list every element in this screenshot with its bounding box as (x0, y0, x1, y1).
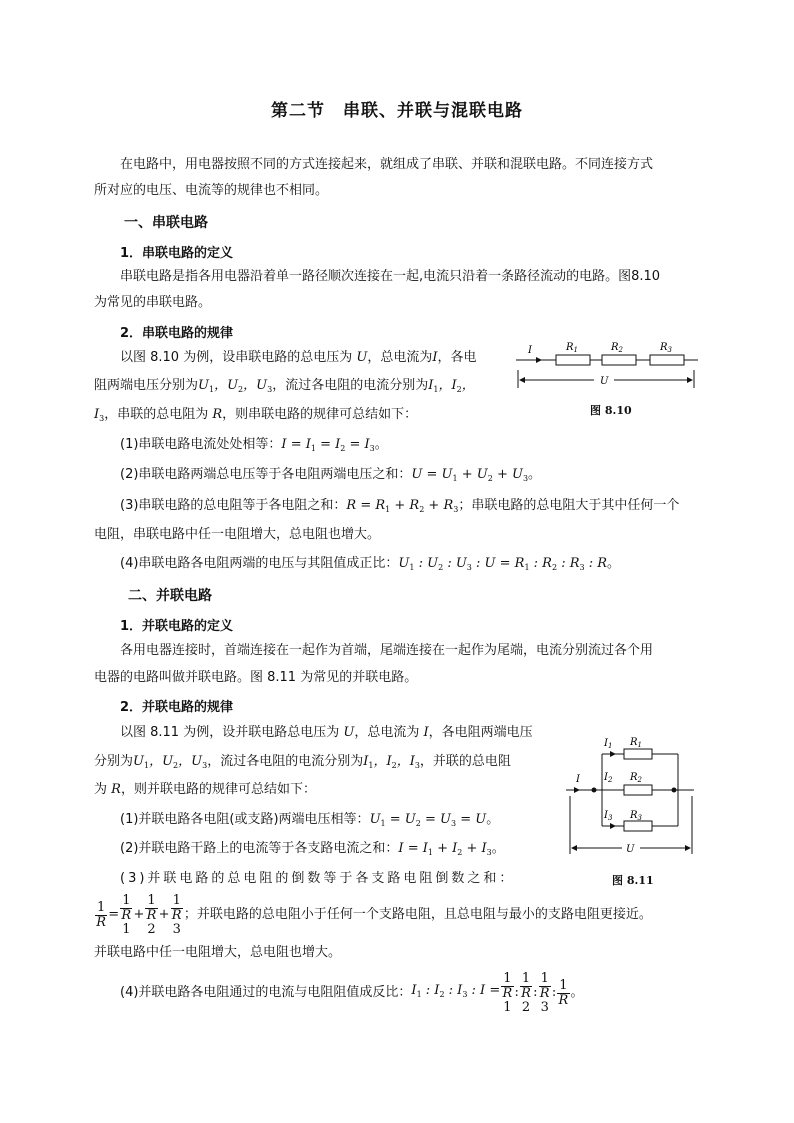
parallel-rule-3-cont: 并联电路中任一电阻增大，总电阻也增大。 (94, 945, 342, 960)
parallel-rule-3-formula: $\frac{1}{R}$ = 1 R 1 + 1 R 2 + 1 R 3 ；并联电路的总电阻小于任何一个支路电阻，且总电阻与最小的支路电阻更接近。 (96, 892, 652, 937)
parallel-rule-3: (3)并联电路的总电阻的倒数等于各支路电阻倒数之和： (120, 871, 516, 886)
figure-8-10-caption: 图 8.10 (590, 404, 632, 417)
svg-text:U: U (626, 844, 635, 855)
svg-text:I: I (528, 345, 532, 356)
parallel-rules-line-1: 以图 8.11 为例，设并联电路总电压为 U，总电流为 I，各电阻两端电压 (120, 725, 533, 740)
page-title: 第二节 串联、并联与混联电路 (271, 101, 523, 121)
svg-text:I: I (576, 774, 580, 785)
parallel-rules-heading: 2．并联电路的规律 (120, 700, 234, 715)
series-rules-line-3: $I_3$，串联的总电阻为 R，则串联电路的规律可总结如下： (94, 407, 418, 423)
figure-8-11-caption: 图 8.11 (612, 874, 654, 887)
series-rule-3-cont: 电阻，串联电路中任一电阻增大，总电阻也增大。 (94, 527, 381, 542)
parallel-rules-line-3: 为 R，则并联电路的规律可总结如下： (94, 782, 316, 797)
section2-heading: 二、并联电路 (128, 588, 212, 604)
svg-text:R1: $R_1$ (566, 342, 578, 354)
series-definition-line-1: 串联电路是指各用电器沿着单一路径顺次连接在一起,电流只沿着一条路径流动的电路。图8.10 (120, 269, 661, 284)
series-rule-2: (2)串联电路两端总电压等于各电阻两端电压之和：$U = U_1 + U_2 + U_3$。 (120, 467, 542, 483)
svg-text:R1: $R_1$ (630, 737, 642, 749)
parallel-rule-1: (1)并联电路各电阻(或支路)两端电压相等：$U_1 = U_2 = U_3 = U$。 (120, 812, 500, 828)
parallel-rules-line-2: 分别为$U_1$，$U_2$，$U_3$，流过各电阻的电流分别为$I_1$，$I_2$，$I_3$，并联的总电阻 (94, 754, 511, 770)
parallel-circuit-diagram (562, 728, 698, 858)
svg-text:I2: $I_2$ (604, 772, 613, 784)
series-circuit-diagram (512, 336, 702, 394)
series-rules-heading: 2．串联电路的规律 (120, 326, 234, 341)
section1-heading: 一、串联电路 (124, 215, 208, 231)
series-definition-heading: 1．串联电路的定义 (120, 246, 234, 261)
parallel-definition-line-1: 各用电器连接时，首端连接在一起作为首端，尾端连接在一起作为尾端，电流分别流过各个用 (120, 643, 654, 658)
parallel-rule-2: (2)并联电路干路上的电流等于各支路电流之和：$I = I_1 + I_2 + I_3$。 (120, 841, 505, 857)
svg-text:R2: $R_2$ (630, 772, 642, 784)
series-rule-4: (4)串联电路各电阻两端的电压与其阻值成正比：$U_1$ : $U_2$ : $U_3$ : $U = R_1$ : $R_2$ : $R_3$ : R。 (120, 556, 621, 572)
parallel-rule-4: (4)并联电路各电阻通过的电流与电阻阻值成反比： $I_1$ : $I_2$ : $I_3$ : I = 1 R 1 : 1 R 2 : 1 R 3 : $\frac{1}{R}$ 。 (120, 970, 584, 1015)
series-rule-1: (1)串联电路电流处处相等：$I = I_1 = I_2 = I_3$。 (120, 437, 388, 453)
intro-line-1: 在电路中，用电器按照不同的方式连接起来，就组成了串联、并联和混联电路。不同连接方式 (120, 157, 654, 172)
series-rule-3: (3)串联电路的总电阻等于各电阻之和：$R = R_1 + R_2 + R_3$；串联电路的总电阻大于其中任何一个 (120, 498, 680, 514)
series-rules-line-1: 以图 8.10 为例，设串联电路的总电压为 U，总电流为I，各电 (120, 350, 477, 365)
svg-text:R2: $R_2$ (611, 342, 623, 354)
svg-text:U: U (600, 376, 609, 387)
svg-text:I1: $I_1$ (604, 738, 613, 750)
svg-text:I3: $I_3$ (604, 810, 613, 822)
parallel-definition-heading: 1．并联电路的定义 (120, 619, 234, 634)
series-rules-line-2: 阻两端电压分别为$U_1$，$U_2$，$U_3$，流过各电阻的电流分别为$I_1$，$I_2$， (94, 378, 475, 394)
intro-line-2: 所对应的电压、电流等的规律也不相同。 (94, 183, 329, 198)
svg-text:R3: $R_3$ (630, 810, 642, 822)
series-definition-line-2: 为常见的串联电路。 (94, 295, 212, 310)
parallel-definition-line-2: 电器的电路叫做并联电路。图 8.11 为常见的并联电路。 (94, 670, 418, 685)
svg-text:R3: $R_3$ (660, 342, 672, 354)
